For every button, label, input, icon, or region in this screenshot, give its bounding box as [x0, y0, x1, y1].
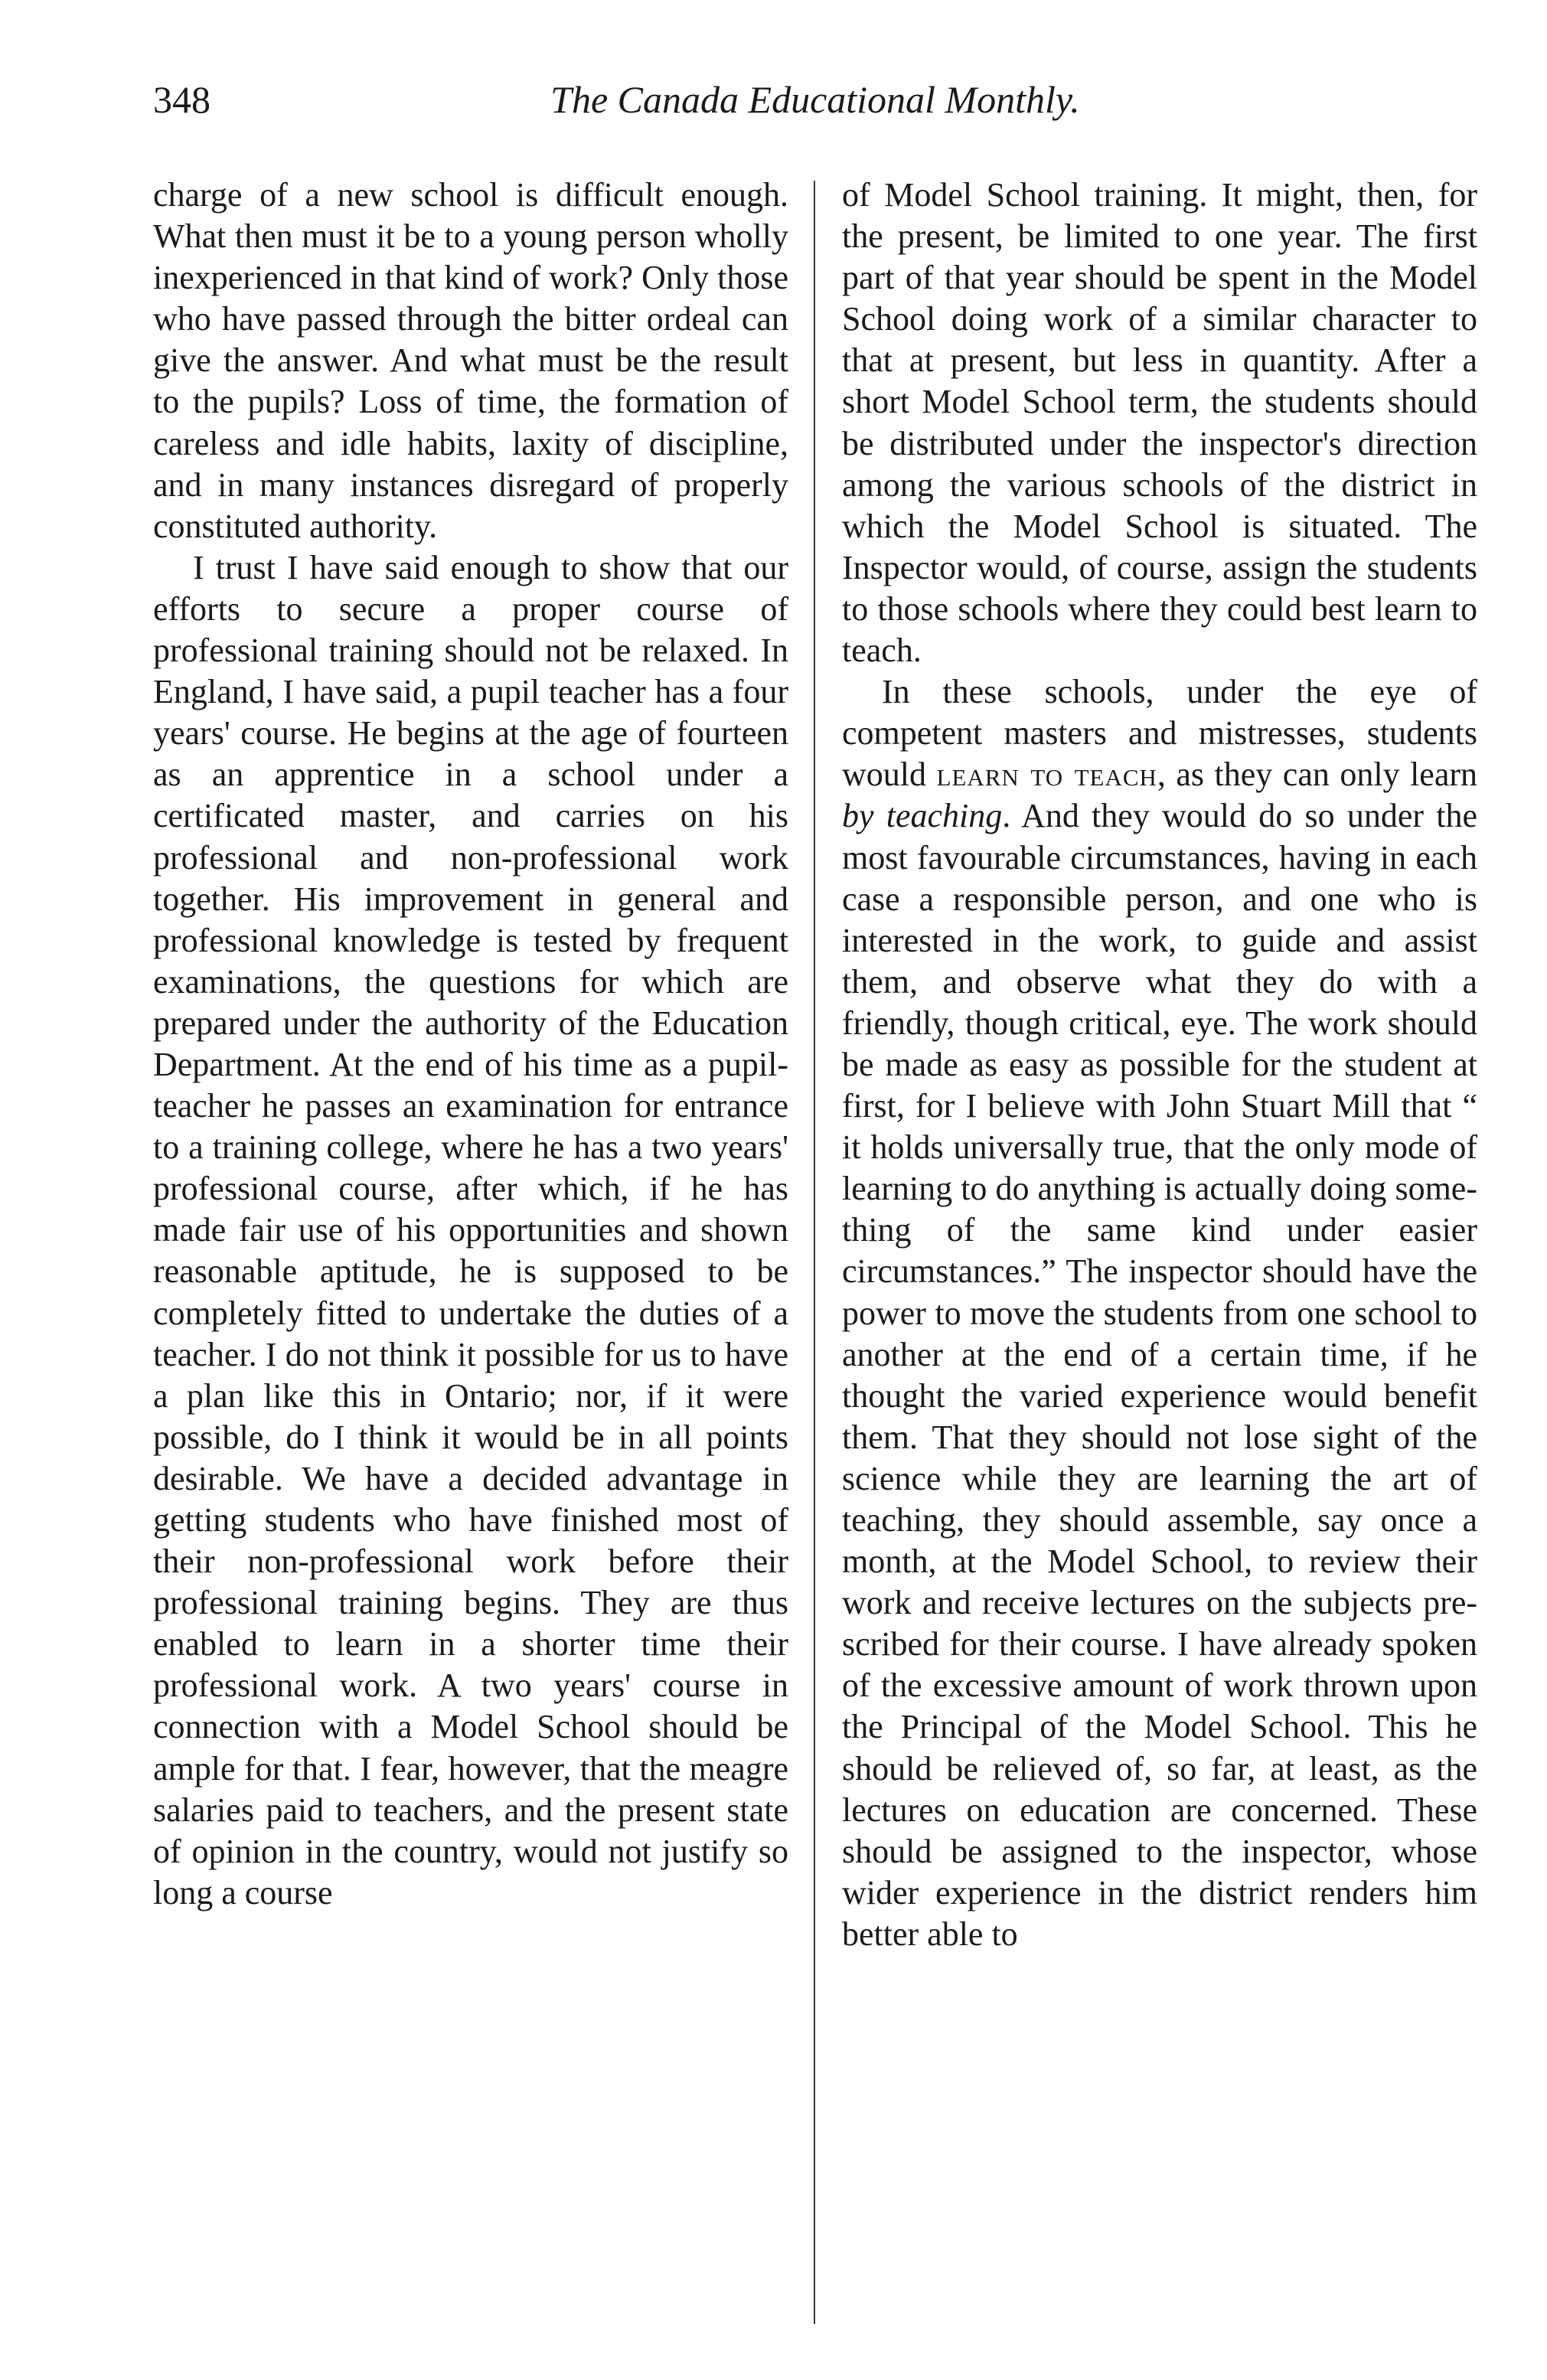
right-paragraph-1: of Model School training. It might, then, for the present, be limited to one year. The first part of that year should be spent in the Model School doing work of a similar character to that at present, but less in quantity. After a short Model School term, the students should be distributed under the inspector's direction among the various schools of the district in which the Model School is situated. The Inspector would, of course, assign the students to those schools where they could best learn to teach. [842, 176, 1477, 670]
page-number: 348 [153, 78, 211, 121]
right-column [842, 175, 1477, 2341]
italic-phrase: by teaching [842, 797, 1003, 835]
running-title: The Canada Educational Monthly. [550, 78, 1080, 121]
left-paragraph-1: charge of a new school is difficult enough. What then must it be to a young person wholly inexperienced in that kind of work? Only those who have passed through the bitter ordeal can give the answer. And what must be the result to the pupils? Loss of time, the formation of careless and idle habits, laxity of discipline, and in many instances disregard of properly constituted authority. [153, 176, 788, 545]
right-paragraph-2-text-a: In these schools, under the eye of competent masters and mistresses, students would [842, 673, 1477, 794]
left-paragraph-2: I trust I have said enough to show that our efforts to secure a proper course of professional training should not be relaxed. In England, I have said, a pupil teacher has a four years' course. He begins at the age of fourteen as an apprentice in a school under a certificated master, and carries on his professional and non-professional work together. His improvement in general and professional knowledge is tested by frequent examinations, the questions for which are prepared under the authority of the Education Department. At the end of his time as a pupil-teacher he passes an examination for entrance to a training college, where he has a two years' professional course, after which, if he has made fair use of his opportunities and shown reasonable aptitude, he is supposed to be completely fitted to undertake the duties of a teacher. I do not think it possible for us to have a plan like this in Ontario; nor, if it were possible, do I think it would be in all points desirable. We have a decided advantage in getting students who have finished most of their non-professional work before their professional training begins. They are thus enabled to learn in a shorter time their professional work. A two years' course in connection with a Model School should be ample for that. I fear, however, that the meagre salaries paid to teachers, and the present state of opinion in the country, would not justify so long a course [153, 548, 788, 1912]
column-divider [814, 181, 815, 2324]
right-paragraph-2 [842, 671, 1477, 1955]
right-paragraph-2-text-c: . And they would do so under the most favourable circumstances, having in each case a responsible person, and one who is interested in the work, to guide and assist them, and observe what they do with a friendly, though critical, eye. The work should be made as easy as possible for the student at first, for I believe with John Stuart Mill that “ it holds universally true, that the only mode of learning to do anything is actually doing something of the same kind under easier circumstances.” The inspector should have the power to move the students from one school to another at the end of a certain time, if he thought the varied experience would benefit them. That they should not lose sight of the science while they are learning the art of teaching, they should assemble, say once a month, at the Model School, to review their work and receive lectures on the subjects prescribed for their course. I have already spoken of the excessive amount of work thrown upon the Principal of the Model School. This he should be relieved of, so far, at least, as the lectures on education are concerned. These should be assigned to the inspector, whose wider experience in the district renders him better able to [842, 797, 1477, 1953]
right-paragraph-2-text-b: , as they can only learn [1157, 756, 1477, 794]
page-header [153, 77, 1477, 138]
small-caps-phrase: learn to teach [936, 756, 1157, 794]
left-column [153, 175, 788, 2341]
